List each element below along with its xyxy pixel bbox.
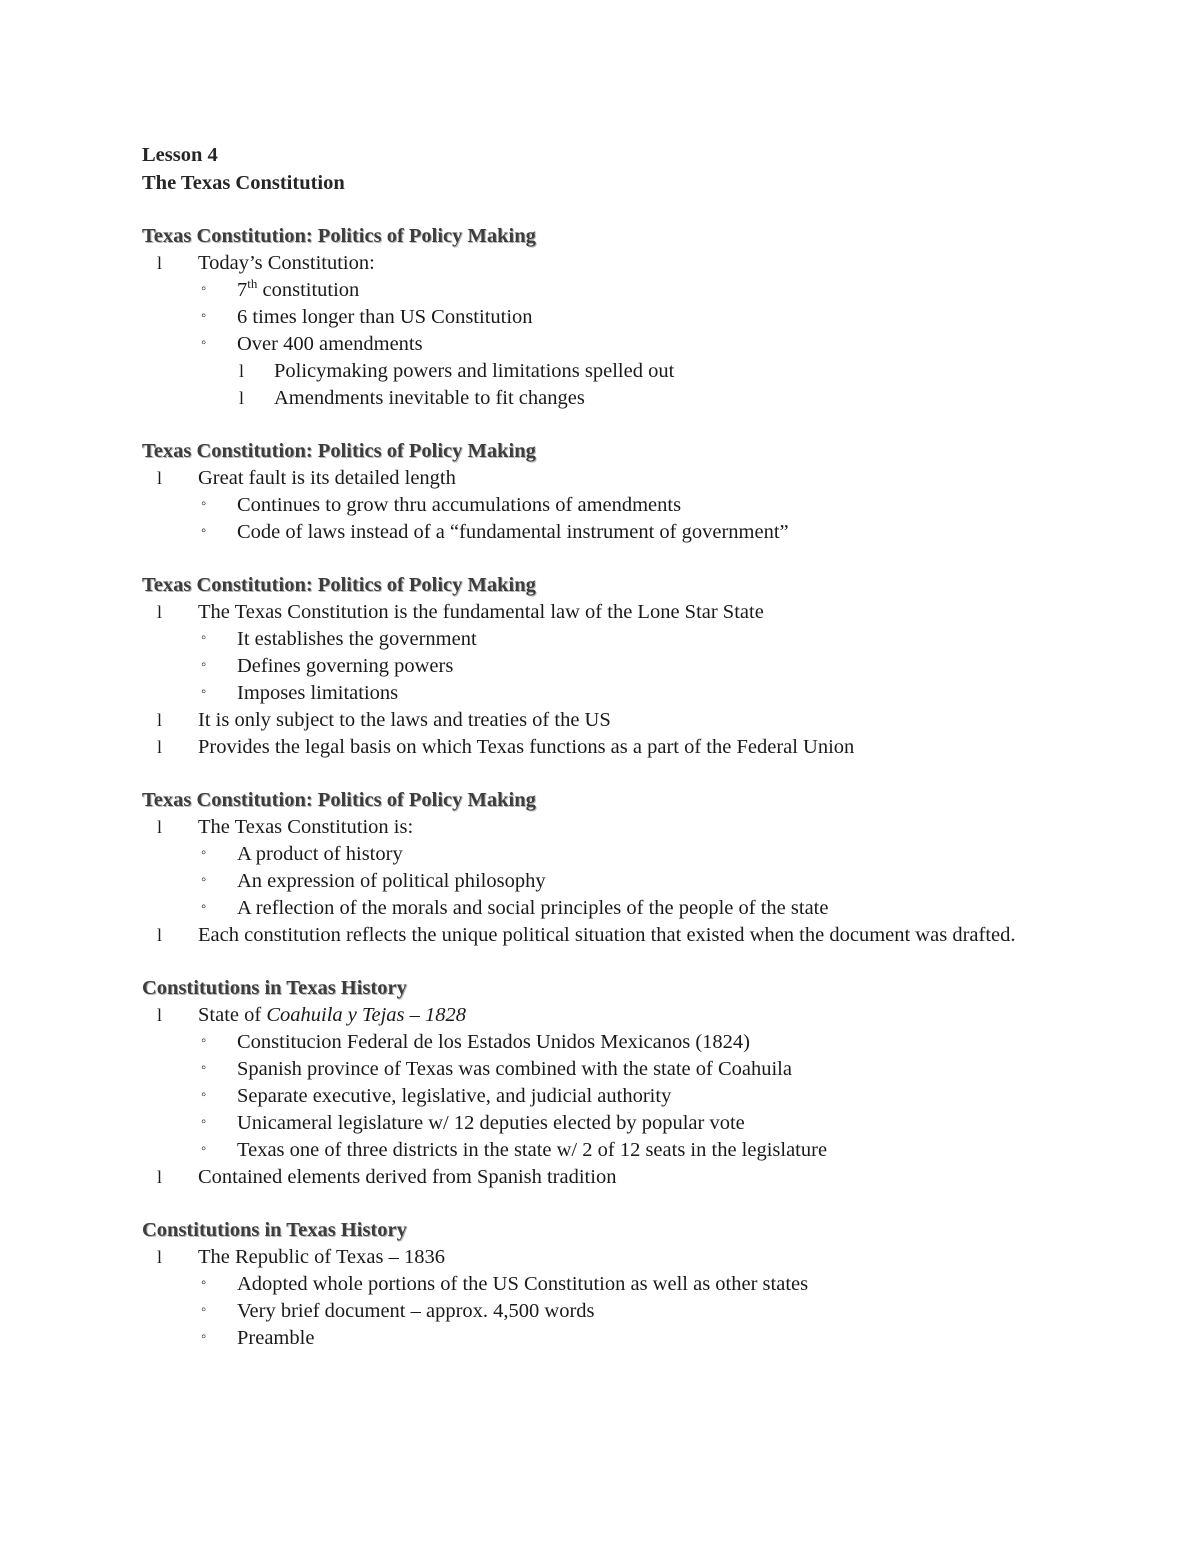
list-item: ◦ It establishes the government [142,626,1082,653]
bullet-marker: ◦ [201,523,207,539]
list-item: ◦ Constitucion Federal de los Estados Unidos Mexicanos (1824) [142,1029,1082,1056]
bullet-marker: ◦ [201,630,207,646]
bullet-marker: ◦ [201,308,207,324]
list-item: l Amendments inevitable to fit changes [142,385,1082,412]
list-item: ◦ An expression of political philosophy [142,868,1082,895]
list-item: ◦ Adopted whole portions of the US Constitution as well as other states [142,1271,1082,1298]
list-item: l Each constitution reflects the unique political situation that existed when the document was drafted. [142,922,1082,949]
bullet-marker: l [157,602,163,622]
bullet-marker: ◦ [201,335,207,351]
section [142,438,1082,546]
bullet-marker: l [239,361,245,381]
list-item: l State of Coahuila y Tejas – 1828 [142,1002,1082,1029]
bullet-marker: l [157,925,163,945]
section-heading: Constitutions in Texas History [142,1219,407,1241]
section-heading: Texas Constitution: Politics of Policy Making [142,440,536,462]
bullet-marker: ◦ [201,845,207,861]
list-item: l The Texas Constitution is: [142,814,1082,841]
bullet-marker: l [157,468,163,488]
section [142,1217,1082,1352]
lesson-topic: The Texas Constitution [142,172,345,194]
bullet-marker: ◦ [201,496,207,512]
list-item: ◦ Unicameral legislature w/ 12 deputies elected by popular vote [142,1110,1082,1137]
section [142,975,1082,1191]
bullet-marker: ◦ [201,1302,207,1318]
list-item: ◦ Texas one of three districts in the state w/ 2 of 12 seats in the legislature [142,1137,1082,1164]
list-item: l Great fault is its detailed length [142,465,1082,492]
bullet-marker: l [157,1247,163,1267]
bullet-marker: ◦ [201,1329,207,1345]
list-item: ◦ Preamble [142,1325,1082,1352]
list-item: l The Republic of Texas – 1836 [142,1244,1082,1271]
section [142,572,1082,761]
bullet-marker: ◦ [201,1060,207,1076]
list-item: ◦ Over 400 amendments [142,331,1082,358]
section-heading: Constitutions in Texas History [142,977,407,999]
list-item: l Policymaking powers and limitations spelled out [142,358,1082,385]
section-heading: Texas Constitution: Politics of Policy Making [142,789,536,811]
document-page [142,141,1082,1352]
bullet-marker: ◦ [201,899,207,915]
bullet-marker: ◦ [201,1087,207,1103]
bullet-marker: l [239,388,245,408]
section-heading: Texas Constitution: Politics of Policy Making [142,574,536,596]
list-item: ◦ Defines governing powers [142,653,1082,680]
ordinal-suffix: th [247,276,258,291]
bullet-marker: ◦ [201,657,207,673]
list-item: l Today’s Constitution: [142,250,1082,277]
section-heading: Texas Constitution: Politics of Policy Making [142,225,536,247]
bullet-marker: ◦ [201,684,207,700]
lesson-number: Lesson 4 [142,144,218,166]
list-item: ◦ 6 times longer than US Constitution [142,304,1082,331]
list-item: l The Texas Constitution is the fundamental law of the Lone Star State [142,599,1082,626]
bullet-marker: ◦ [201,1114,207,1130]
bullet-marker: l [157,253,163,273]
list-item: l Contained elements derived from Spanish tradition [142,1164,1082,1191]
section [142,223,1082,412]
list-item: l Provides the legal basis on which Texas functions as a part of the Federal Union [142,734,1082,761]
bullet-marker: ◦ [201,1033,207,1049]
list-item: ◦ Continues to grow thru accumulations of amendments [142,492,1082,519]
bullet-marker: ◦ [201,1141,207,1157]
bullet-marker: l [157,1167,163,1187]
bullet-marker: ◦ [201,1275,207,1291]
list-item: ◦ Imposes limitations [142,680,1082,707]
list-item: ◦ A product of history [142,841,1082,868]
bullet-marker: ◦ [201,872,207,888]
section [142,787,1082,949]
list-item: ◦ 7th constitution [201,276,360,301]
list-item: ◦ Code of laws instead of a “fundamental instrument of government” [142,519,1082,546]
bullet-marker: l [157,710,163,730]
list-item: ◦ Spanish province of Texas was combined with the state of Coahuila [142,1056,1082,1083]
italic-text: Coahuila y Tejas – 1828 [266,1004,467,1026]
bullet-marker: l [157,737,163,757]
list-item: ◦ Separate executive, legislative, and judicial authority [142,1083,1082,1110]
bullet-marker: ◦ [201,281,207,297]
bullet-marker: l [157,817,163,837]
list-item: ◦ A reflection of the morals and social principles of the people of the state [142,895,1082,922]
list-item: l It is only subject to the laws and treaties of the US [142,707,1082,734]
bullet-marker: l [157,1005,163,1025]
list-item: ◦ Very brief document – approx. 4,500 words [142,1298,1082,1325]
